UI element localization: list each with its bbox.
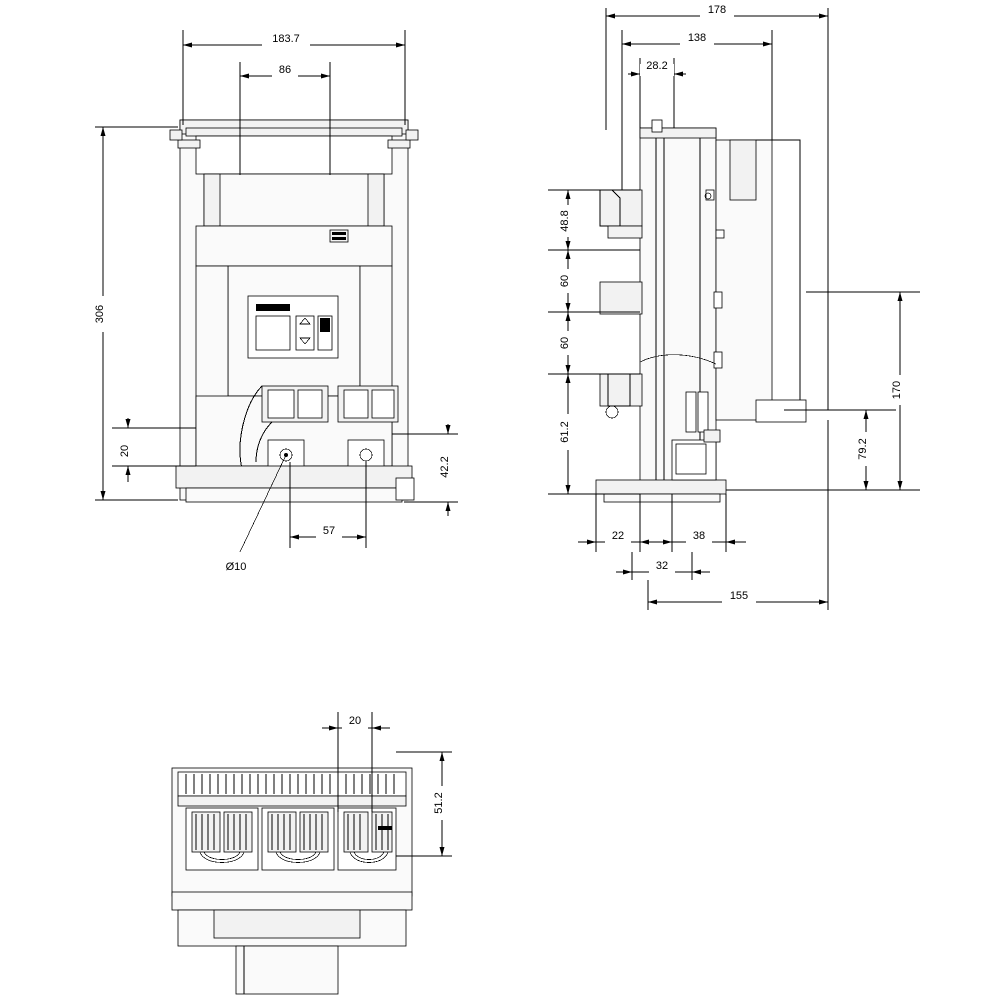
- dim-side-height-60-lower: [548, 312, 640, 374]
- dim-side-base-32: [616, 552, 710, 580]
- dim-label-28-2: 28.2: [646, 60, 668, 72]
- side-view: [548, 4, 920, 610]
- front-view: [94, 30, 458, 573]
- dim-label-60-lower: 60: [559, 336, 571, 350]
- dim-side-height-79-2: [726, 410, 896, 490]
- dim-side-base-38: [656, 494, 746, 552]
- dim-label-138: 138: [687, 32, 707, 44]
- dim-label-79-2: 79.2: [857, 438, 869, 460]
- dim-side-base-22: [578, 494, 656, 552]
- dim-label-86: 86: [278, 64, 292, 76]
- dim-label-306: 306: [94, 304, 106, 324]
- dim-label-38: 38: [692, 530, 706, 542]
- dim-label-48-8: 48.8: [559, 210, 571, 232]
- pole-cavity-1: [186, 808, 258, 870]
- top-view: [172, 712, 452, 994]
- dim-label-61-2: 61.2: [559, 421, 571, 443]
- dim-label-155: 155: [729, 590, 749, 602]
- dim-front-height-total: [94, 127, 178, 500]
- dim-label-51-2: 51.2: [433, 792, 445, 814]
- dim-side-depth-28-2: [628, 58, 686, 128]
- dim-label-42-2: 42.2: [439, 456, 451, 478]
- dim-label-178: 178: [707, 4, 727, 16]
- dim-label-diameter-10: Ø10: [225, 561, 247, 573]
- dim-label-22: 22: [611, 530, 625, 542]
- dim-label-20-front: 20: [119, 444, 131, 458]
- dim-label-57: 57: [322, 525, 336, 537]
- pole-cavity-3: [338, 808, 396, 870]
- dim-label-60-upper: 60: [559, 274, 571, 288]
- pole-cavity-2: [262, 808, 334, 870]
- dim-label-20-top: 20: [348, 715, 362, 727]
- dim-label-170: 170: [891, 380, 903, 400]
- dim-label-183-7: 183.7: [272, 33, 300, 45]
- dim-label-32: 32: [655, 560, 669, 572]
